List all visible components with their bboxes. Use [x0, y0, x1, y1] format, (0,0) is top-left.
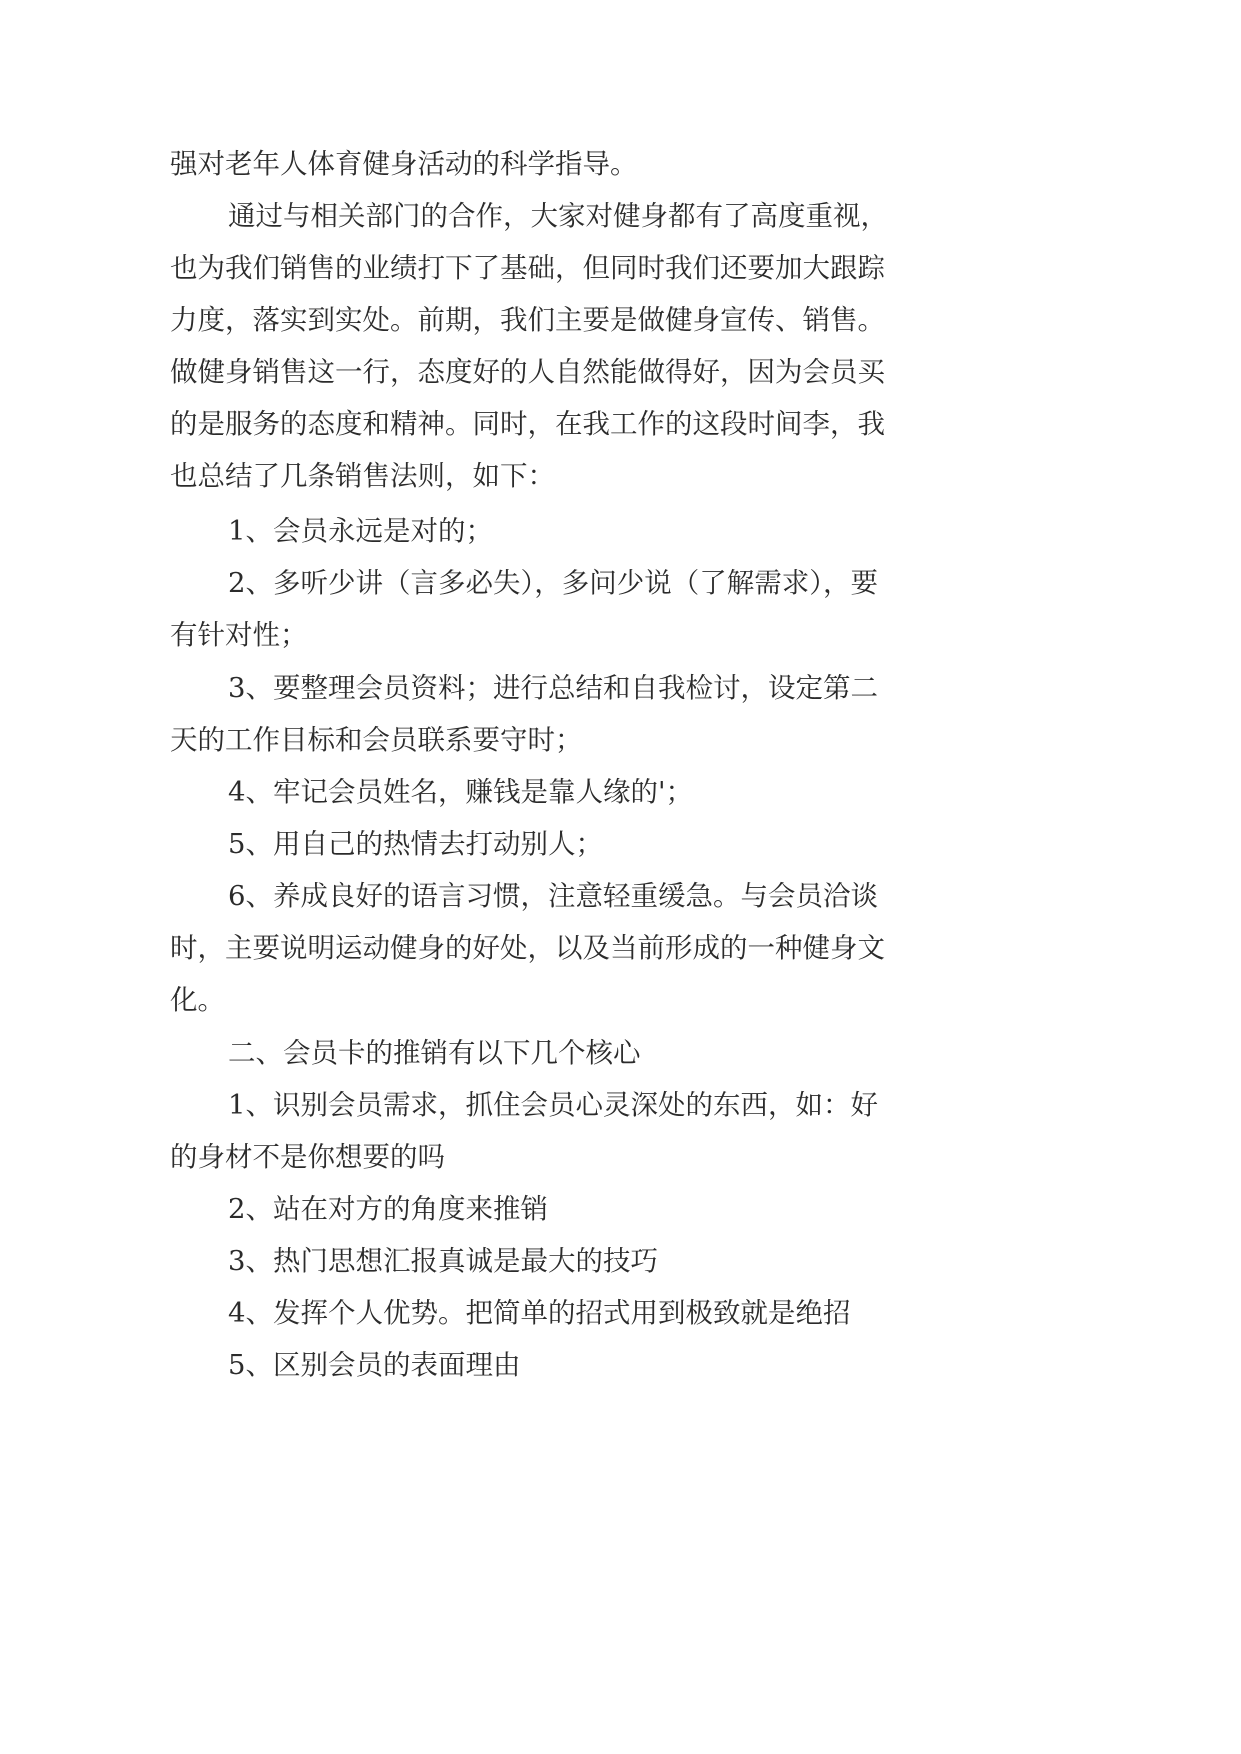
- text-line: 强对老年人体育健身活动的科学指导。: [170, 148, 638, 180]
- list-item: 3、要整理会员资料；进行总结和自我检讨，设定第二: [228, 672, 878, 704]
- text-line: 天的工作目标和会员联系要守时；: [170, 724, 583, 756]
- text-line: 时，主要说明运动健身的好处，以及当前形成的一种健身文: [170, 932, 885, 964]
- text-line: 也总结了几条销售法则，如下：: [170, 460, 555, 492]
- list-item: 4、牢记会员姓名，赚钱是靠人缘的'；: [228, 776, 694, 808]
- text-line: 也为我们销售的业绩打下了基础，但同时我们还要加大跟踪: [170, 252, 885, 284]
- list-item: 3、热门思想汇报真诚是最大的技巧: [228, 1245, 658, 1277]
- text-line: 化。: [170, 984, 225, 1016]
- list-item: 4、发挥个人优势。把简单的招式用到极致就是绝招: [228, 1297, 851, 1329]
- text-line: 力度，落实到实处。前期，我们主要是做健身宣传、销售。: [170, 304, 885, 336]
- section-heading: 二、会员卡的推销有以下几个核心: [228, 1037, 641, 1069]
- list-item: 2、站在对方的角度来推销: [228, 1193, 548, 1225]
- list-item: 1、会员永远是对的；: [228, 515, 493, 547]
- list-item: 1、识别会员需求，抓住会员心灵深处的东西，如：好: [228, 1089, 878, 1121]
- text-line: 做健身销售这一行，态度好的人自然能做得好，因为会员买: [170, 356, 885, 388]
- list-item: 5、区别会员的表面理由: [228, 1349, 521, 1381]
- list-item: 5、用自己的热情去打动别人；: [228, 828, 603, 860]
- text-line: 有针对性；: [170, 619, 308, 651]
- list-item: 6、养成良好的语言习惯，注意轻重缓急。与会员洽谈: [228, 880, 878, 912]
- list-item: 2、多听少讲（言多必失），多问少说（了解需求），要: [228, 567, 878, 599]
- text-line: 的是服务的态度和精神。同时，在我工作的这段时间李，我: [170, 408, 885, 440]
- paragraph-first-line: 通过与相关部门的合作，大家对健身都有了高度重视，: [228, 200, 888, 232]
- text-line: 的身材不是你想要的吗: [170, 1141, 445, 1173]
